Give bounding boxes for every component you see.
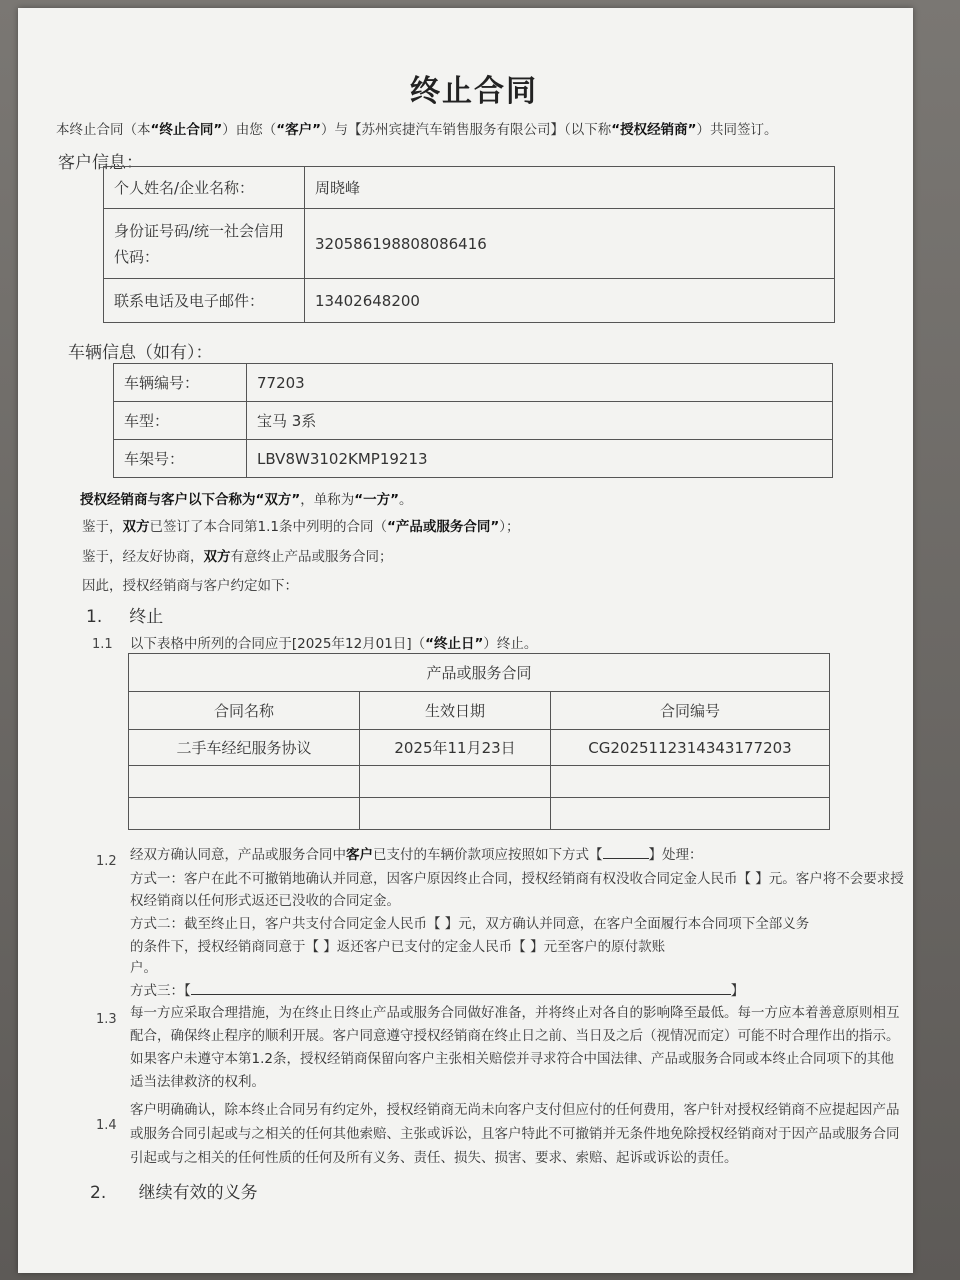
model-label: 车型：: [114, 402, 247, 440]
table-row: [129, 730, 830, 766]
table-row: [104, 209, 835, 279]
vehicle-no-value: 77203: [247, 364, 833, 402]
clause-1-3-line-4: 适当法律救济的权利。: [130, 1074, 265, 1090]
recital-1: 授权经销商与客户以下合称为“双方”，单称为“一方”。: [80, 492, 413, 508]
clause-1-1: 1.1 以下表格中所列的合同应于[2025年12月01日]（“终止日”）终止。: [92, 636, 538, 652]
vin-value: LBV8W3102KMP19213: [247, 440, 833, 478]
clause-1-4-line-2: 或服务合同引起或与之相关的任何其他索赔、主张或诉讼，且客户特此不可撤销并无条件地免除授权经销商对于因产品或服务合同: [130, 1126, 900, 1142]
contract-table: [128, 653, 830, 830]
clause-1-3-line-1: 每一方应采取合理措施，为在终止日终止产品或服务合同做好准备，并将终止对各自的影响降至最低。每一方应本着善意原则相互: [130, 1005, 900, 1021]
clause-1-2-line-7: 方式三：【 】: [130, 983, 745, 999]
table-row: [114, 440, 833, 478]
clause-1-2-line-2: 方式一：客户在此不可撤销地确认并同意，因客户原因终止合同，授权经销商有权没收合同定金人民币【 】元。客户将不会要求授: [130, 871, 904, 887]
clause-1-2-line-3: 权经销商以任何形式返还已没收的合同定金。: [130, 893, 400, 909]
contact-label: 联系电话及电子邮件：: [104, 279, 305, 323]
vehicle-no-label: 车辆编号：: [114, 364, 247, 402]
empty-cell: [129, 766, 360, 798]
contract-no-cell: CG2025112314343177203: [551, 730, 830, 766]
clause-1-4-number: 1.4: [96, 1118, 117, 1133]
col-effective-date: 生效日期: [360, 692, 551, 730]
table-row: [129, 798, 830, 830]
empty-cell: [360, 798, 551, 830]
contact-value: 13402648200: [305, 279, 835, 323]
recital-3: 鉴于，经友好协商，双方有意终止产品或服务合同；: [82, 549, 393, 565]
table-row: [114, 402, 833, 440]
empty-cell: [360, 766, 551, 798]
empty-cell: [551, 798, 830, 830]
clause-1-3-line-2: 配合，确保终止程序的顺利开展。客户同意遵守授权经销商在终止日之前、当日及之后（视情况而定）可能不时合理作出的指示。: [130, 1028, 900, 1044]
recital-2: 鉴于，双方已签订了本合同第1.1条中列明的合同（“产品或服务合同”）；: [82, 519, 520, 535]
id-value: 320586198808086416: [305, 209, 835, 279]
clause-1-2-line-5: 的条件下，授权经销商同意于【 】返还客户已支付的定金人民币【 】元至客户的原付款账: [130, 939, 666, 955]
model-value: 宝马 3系: [247, 402, 833, 440]
contract-document: [18, 8, 913, 1273]
intro-paragraph: 本终止合同（本“终止合同”）由您（“客户”）与【苏州宾捷汽车销售服务有限公司】（以下称“授权经销商”）共同签订。: [56, 122, 778, 138]
empty-cell: [129, 798, 360, 830]
contract-table-header: 产品或服务合同: [129, 654, 830, 692]
clause-1-2-line-6: 户。: [130, 960, 157, 976]
customer-info-table: [103, 166, 835, 323]
clause-1-2-number: 1.2: [96, 854, 117, 869]
id-label: 身份证号码/统一社会信用 代码：: [104, 209, 305, 279]
name-value: 周晓峰: [305, 167, 835, 209]
col-contract-no: 合同编号: [551, 692, 830, 730]
vehicle-info-table: [113, 363, 833, 478]
document-title: 终止合同: [410, 74, 538, 109]
clause-1-4-line-1: 客户明确确认，除本终止合同另有约定外，授权经销商无尚未向客户支付但应付的任何费用，客户针对授权经销商不应提起因产品: [130, 1102, 900, 1118]
clause-1-3-line-3: 如果客户未遵守本第1.2条，授权经销商保留向客户主张相关赔偿并寻求符合中国法律、产品或服务合同或本终止合同项下的其他: [130, 1051, 894, 1067]
customer-info-heading: 客户信息：: [58, 153, 143, 173]
table-row: [114, 364, 833, 402]
recital-4: 因此，授权经销商与客户约定如下：: [82, 578, 298, 594]
table-row: [129, 766, 830, 798]
table-row: [104, 167, 835, 209]
section-2-heading: 2. 继续有效的义务: [90, 1183, 258, 1203]
section-1-heading: 1. 终止: [86, 607, 164, 627]
empty-cell: [551, 766, 830, 798]
name-label: 个人姓名/企业名称：: [104, 167, 305, 209]
clause-1-3-number: 1.3: [96, 1012, 117, 1027]
contract-name-cell: 二手车经纪服务协议: [129, 730, 360, 766]
clause-1-4-line-3: 引起或与之相关的任何性质的任何及所有义务、责任、损失、损害、要求、索赔、起诉或诉讼的责任。: [130, 1150, 738, 1166]
vin-label: 车架号：: [114, 440, 247, 478]
clause-1-2-line-4: 方式二：截至终止日，客户共支付合同定金人民币【 】元，双方确认并同意，在客户全面履行本合同项下全部义务: [130, 916, 810, 932]
effective-date-cell: 2025年11月23日: [360, 730, 551, 766]
table-row: [104, 279, 835, 323]
table-row: [129, 692, 830, 730]
col-contract-name: 合同名称: [129, 692, 360, 730]
vehicle-info-heading: 车辆信息（如有）：: [68, 343, 213, 363]
clause-1-2-line-1: 经双方确认同意，产品或服务合同中客户已支付的车辆价款项应按照如下方式【 】处理：: [130, 847, 703, 863]
table-row: [129, 654, 830, 692]
